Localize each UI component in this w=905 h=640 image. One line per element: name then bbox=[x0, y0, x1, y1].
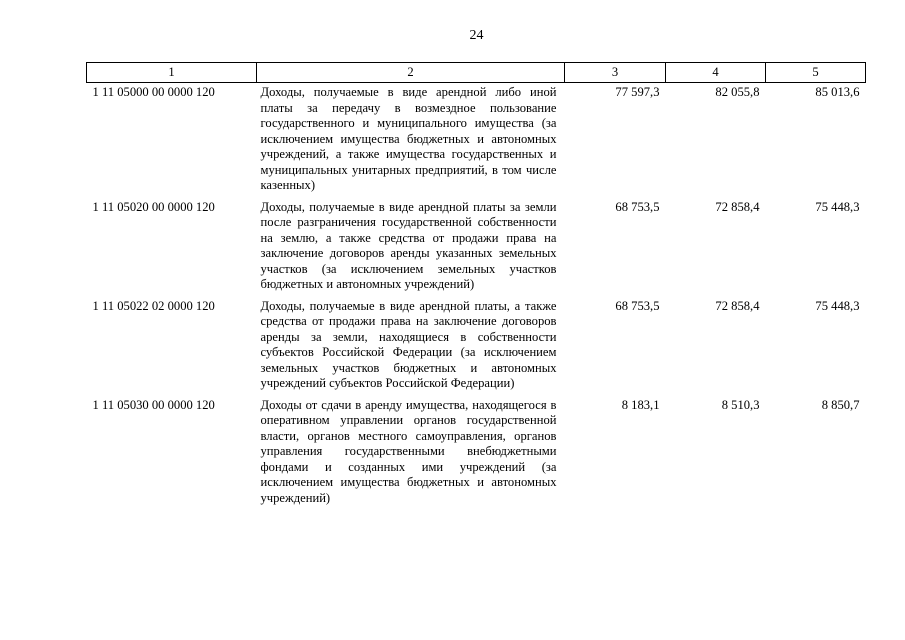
value-col-4: 72 858,4 bbox=[715, 199, 760, 214]
value-col-3: 68 753,5 bbox=[615, 199, 660, 214]
table-header-row bbox=[87, 63, 866, 83]
revenue-description: Доходы от сдачи в аренду имущества, находящегося в оперативном управлении органов государственной власти, органов местного самоуправления, органов управления государственными внебюджетными фондами и созданных ими учреждений (за исключением имущества бюджетных и автономных учреждений) bbox=[260, 397, 557, 505]
column-header-3: 3 bbox=[565, 63, 666, 83]
column-header-2: 2 bbox=[257, 63, 565, 83]
table-row bbox=[87, 198, 866, 297]
table-row bbox=[87, 83, 866, 198]
table-row bbox=[87, 297, 866, 396]
revenue-code: 1 11 05030 00 0000 120 bbox=[92, 397, 215, 412]
revenue-code: 1 11 05022 02 0000 120 bbox=[92, 298, 215, 313]
revenue-table bbox=[86, 62, 866, 510]
value-col-5: 85 013,6 bbox=[815, 85, 860, 99]
revenue-code: 1 11 05020 00 0000 120 bbox=[92, 199, 215, 214]
revenue-description: Доходы, получаемые в виде арендной платы за земли после разграничения государственной собственности на землю, а также средства от продажи права на заключение договоров аренды указанных земельных участков (за исключением земельных участков бюджетных и автономных учреждений) bbox=[260, 199, 557, 291]
revenue-description: Доходы, получаемые в виде арендной либо иной платы за передачу в возмездное пользование государственного и муниципального имущества (за исключением имущества бюджетных и автономных учреждений, а также имущества государственных и муниципальных унитарных предприятий, в том числе казенных) bbox=[260, 85, 557, 192]
value-col-4: 82 055,8 bbox=[715, 85, 760, 99]
page-number: 24 bbox=[469, 28, 484, 43]
column-header-1: 1 bbox=[87, 63, 257, 83]
value-col-5: 75 448,3 bbox=[815, 199, 860, 214]
value-col-4: 8 510,3 bbox=[721, 397, 760, 412]
value-col-4: 72 858,4 bbox=[715, 298, 760, 313]
revenue-description: Доходы, получаемые в виде арендной платы, а также средства от продажи права на заключение договоров аренды за земли, находящиеся в собственности субъектов Российской Федерации (за исключением земельных участков бюджетных и автономных учреждений субъектов Российской Федерации) bbox=[260, 298, 557, 390]
revenue-code: 1 11 05000 00 0000 120 bbox=[92, 85, 215, 99]
value-col-3: 77 597,3 bbox=[615, 85, 660, 99]
value-col-3: 8 183,1 bbox=[621, 397, 660, 412]
column-header-5: 5 bbox=[766, 63, 866, 83]
column-header-4: 4 bbox=[666, 63, 766, 83]
value-col-5: 8 850,7 bbox=[821, 397, 860, 412]
value-col-5: 75 448,3 bbox=[815, 298, 860, 313]
value-col-3: 68 753,5 bbox=[615, 298, 660, 313]
table-row bbox=[87, 396, 866, 511]
